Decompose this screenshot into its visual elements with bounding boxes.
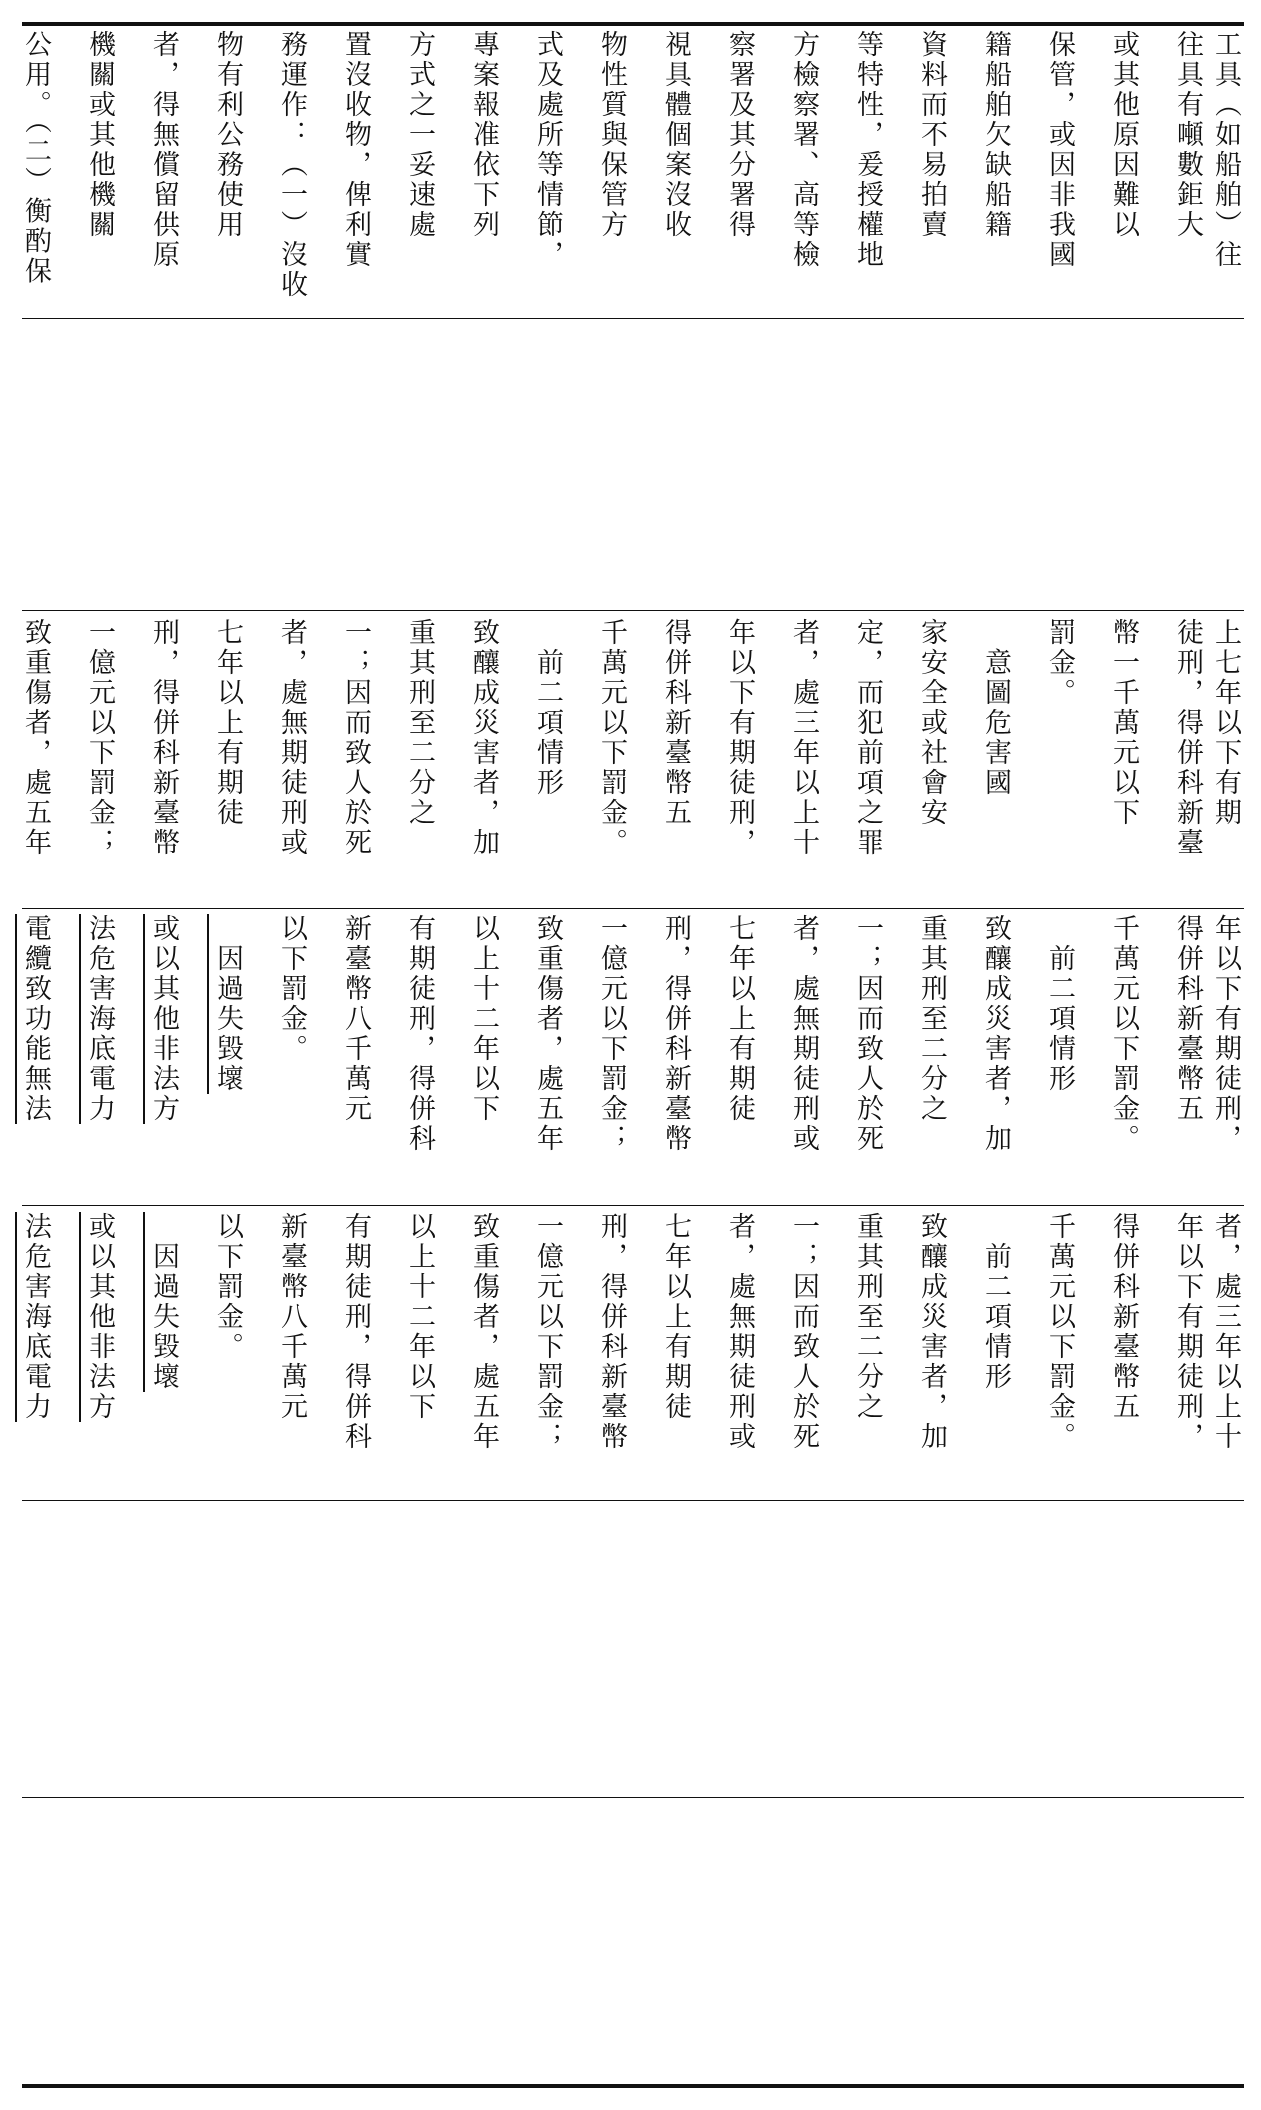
text-column: 家安全或社會安 bbox=[916, 618, 947, 828]
section-top bbox=[22, 30, 1244, 312]
text-column: 物有利公務使用 bbox=[212, 30, 243, 240]
text-column: 以下罰金。 bbox=[276, 914, 307, 1064]
text-column: 或以其他非法方 bbox=[148, 914, 179, 1124]
text-column: 有期徒刑，得併科 bbox=[404, 914, 435, 1154]
bottom-border bbox=[22, 2084, 1244, 2088]
text-column: 以上十二年以下 bbox=[404, 1212, 435, 1422]
text-column: 方檢察署、高等檢 bbox=[788, 30, 819, 270]
text-column: 置沒收物，俾利實 bbox=[340, 30, 371, 270]
text-column: 重其刑至二分之 bbox=[852, 1212, 883, 1422]
top-border bbox=[22, 22, 1244, 26]
divider-6 bbox=[22, 1797, 1244, 1798]
text-column: 得併科新臺幣五 bbox=[1172, 914, 1203, 1124]
text-column: 機關或其他機關 bbox=[84, 30, 115, 240]
text-column: 刑，得併科新臺幣 bbox=[148, 618, 179, 858]
text-column: 式及處所等情節， bbox=[532, 30, 563, 270]
text-column: 一；因而致人於死 bbox=[852, 914, 883, 1154]
text-column: 公用。（二）衡酌保 bbox=[20, 30, 51, 287]
text-column: 因過失毀壞 bbox=[212, 914, 243, 1094]
text-column: 致重傷者，處五年 bbox=[468, 1212, 499, 1452]
text-column: 千萬元以下罰金。 bbox=[1044, 1212, 1075, 1452]
text-column: 重其刑至二分之 bbox=[404, 618, 435, 828]
text-column: 刑，得併科新臺幣 bbox=[596, 1212, 627, 1452]
text-column: 致釀成災害者，加 bbox=[916, 1212, 947, 1452]
text-column: 致釀成災害者，加 bbox=[980, 914, 1011, 1154]
text-column: 一億元以下罰金； bbox=[532, 1212, 563, 1452]
divider-4 bbox=[22, 1205, 1244, 1206]
text-column: 工具（如船舶）往 bbox=[1210, 30, 1241, 270]
text-column: 前二項情形 bbox=[532, 618, 563, 798]
text-column: 或其他原因難以 bbox=[1108, 30, 1139, 240]
text-column: 前二項情形 bbox=[1044, 914, 1075, 1094]
text-column: 重其刑至二分之 bbox=[916, 914, 947, 1124]
text-column: 刑，得併科新臺幣 bbox=[660, 914, 691, 1154]
text-column: 電纜致功能無法 bbox=[20, 914, 51, 1124]
text-column: 察署及其分署得 bbox=[724, 30, 755, 240]
text-column: 者，處無期徒刑或 bbox=[788, 914, 819, 1154]
text-column: 者，處三年以上十 bbox=[788, 618, 819, 858]
text-column: 千萬元以下罰金。 bbox=[596, 618, 627, 858]
text-column: 等特性，爰授權地 bbox=[852, 30, 883, 270]
text-column: 年以下有期徒刑， bbox=[724, 618, 755, 858]
text-column: 罰金。 bbox=[1044, 618, 1075, 708]
text-column: 資料而不易拍賣 bbox=[916, 30, 947, 240]
text-column: 意圖危害國 bbox=[980, 618, 1011, 798]
text-column: 以上十二年以下 bbox=[468, 914, 499, 1124]
text-column: 物性質與保管方 bbox=[596, 30, 627, 240]
text-column: 因過失毀壞 bbox=[148, 1212, 179, 1392]
text-column: 方式之一妥速處 bbox=[404, 30, 435, 240]
text-column: 一億元以下罰金； bbox=[84, 618, 115, 858]
text-column: 年以下有期徒刑， bbox=[1210, 914, 1241, 1154]
divider-2 bbox=[22, 610, 1244, 611]
text-column: 定，而犯前項之罪 bbox=[852, 618, 883, 858]
text-column: 七年以上有期徒 bbox=[724, 914, 755, 1124]
text-column: 前二項情形 bbox=[980, 1212, 1011, 1392]
text-column: 徒刑，得併科新臺 bbox=[1172, 618, 1203, 858]
text-column: 有期徒刑，得併科 bbox=[340, 1212, 371, 1452]
section-middle-left bbox=[22, 914, 1244, 1198]
text-column: 保管，或因非我國 bbox=[1044, 30, 1075, 270]
text-column: 一；因而致人於死 bbox=[788, 1212, 819, 1452]
text-column: 法危害海底電力 bbox=[84, 914, 115, 1124]
text-column: 法危害海底電力 bbox=[20, 1212, 51, 1422]
text-column: 籍船舶欠缺船籍 bbox=[980, 30, 1011, 240]
text-column: 七年以上有期徒 bbox=[212, 618, 243, 828]
text-column: 或以其他非法方 bbox=[84, 1212, 115, 1422]
text-column: 新臺幣八千萬元 bbox=[276, 1212, 307, 1422]
text-column: 一；因而致人於死 bbox=[340, 618, 371, 858]
text-column: 年以下有期徒刑， bbox=[1172, 1212, 1203, 1452]
text-column: 一億元以下罰金； bbox=[596, 914, 627, 1154]
section-middle-right bbox=[22, 618, 1244, 902]
divider-1 bbox=[22, 318, 1244, 319]
text-column: 視具體個案沒收 bbox=[660, 30, 691, 240]
text-column: 者，處三年以上十 bbox=[1210, 1212, 1241, 1452]
text-column: 者，處無期徒刑或 bbox=[724, 1212, 755, 1452]
text-column: 以下罰金。 bbox=[212, 1212, 243, 1362]
text-column: 得併科新臺幣五 bbox=[660, 618, 691, 828]
text-column: 七年以上有期徒 bbox=[660, 1212, 691, 1422]
text-column: 者，處無期徒刑或 bbox=[276, 618, 307, 858]
text-column: 得併科新臺幣五 bbox=[1108, 1212, 1139, 1422]
divider-5 bbox=[22, 1500, 1244, 1501]
text-column: 者，得無償留供原 bbox=[148, 30, 179, 270]
text-column: 新臺幣八千萬元 bbox=[340, 914, 371, 1124]
divider-3 bbox=[22, 908, 1244, 909]
text-column: 致重傷者，處五年 bbox=[20, 618, 51, 858]
text-column: 上七年以下有期 bbox=[1210, 618, 1241, 828]
text-column: 專案報准依下列 bbox=[468, 30, 499, 240]
text-column: 幣一千萬元以下 bbox=[1108, 618, 1139, 828]
section-bottom bbox=[22, 1212, 1244, 1494]
text-column: 致釀成災害者，加 bbox=[468, 618, 499, 858]
text-column: 致重傷者，處五年 bbox=[532, 914, 563, 1154]
text-column: 務運作：（一）沒收 bbox=[276, 30, 307, 300]
text-column: 往具有噸數鉅大 bbox=[1172, 30, 1203, 240]
text-column: 千萬元以下罰金。 bbox=[1108, 914, 1139, 1154]
